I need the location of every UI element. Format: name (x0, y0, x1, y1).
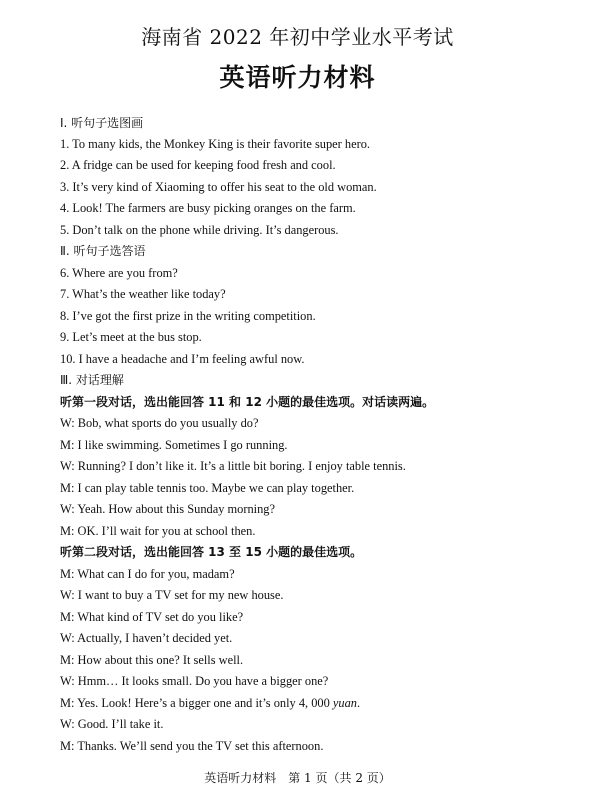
sentence-6: 6. Where are you from? (60, 266, 178, 280)
dialog-2-line: M: Thanks. We’ll send you the TV set this afternoon. (60, 739, 324, 753)
exam-title: 海南省 2022 年初中学业水平考试 (141, 25, 454, 49)
sentence-period: . (357, 696, 361, 710)
sentence-3: 3. It’s very kind of Xiaoming to offer his seat to the old woman. (60, 180, 377, 194)
sentence-7: 7. What’s the weather like today? (60, 287, 226, 301)
dialog-2-line (60, 696, 360, 710)
dialog-2-line: W: Good. I’ll take it. (60, 717, 164, 731)
dialog-1-line: W: Running? I don’t like it. It’s a little bit boring. I enjoy table tennis. (60, 459, 406, 473)
dialog-2-line: W: Hmm… It looks small. Do you have a bigger one? (60, 674, 329, 688)
currency-unit: yuan (332, 696, 357, 710)
sentence-5: 5. Don’t talk on the phone while driving. It’s dangerous. (60, 223, 339, 237)
main-title: 英语听力材料 (219, 63, 376, 92)
dialog-1-line: W: Bob, what sports do you usually do? (60, 416, 259, 430)
section-1-heading: Ⅰ. 听句子选图画 (60, 116, 144, 130)
dialog-1-instruction: 听第一段对话，选出能回答 11 和 12 小题的最佳选项。对话读两遍。 (60, 395, 435, 409)
sentence-2: 2. A fridge can be used for keeping food fresh and cool. (60, 158, 336, 172)
dialog-2-line: W: I want to buy a TV set for my new house. (60, 588, 284, 602)
dialog-2-line: M: How about this one? It sells well. (60, 653, 244, 667)
dialog-2-line: M: What can I do for you, madam? (60, 567, 235, 581)
dialog-2-line: W: Actually, I haven’t decided yet. (60, 631, 233, 645)
sentence-9: 9. Let’s meet at the bus stop. (60, 330, 202, 344)
dialog-2-instruction: 听第二段对话，选出能回答 13 至 15 小题的最佳选项。 (60, 545, 363, 559)
section-2-heading: Ⅱ. 听句子选答语 (60, 244, 146, 258)
dialog-1-line: M: I like swimming. Sometimes I go running. (60, 438, 288, 452)
dialog-2-line: M: What kind of TV set do you like? (60, 610, 244, 624)
dialog-1-line: M: I can play table tennis too. Maybe we can play together. (60, 481, 355, 495)
sentence-8: 8. I’ve got the first prize in the writing competition. (60, 309, 316, 323)
section-3-heading: Ⅲ. 对话理解 (60, 373, 124, 387)
page-footer: 英语听力材料 第 1 页（共 2 页） (204, 771, 391, 785)
dialog-2-line-text: M: Yes. Look! Here’s a bigger one and it’s only 4, 000 (60, 696, 333, 710)
sentence-4: 4. Look! The farmers are busy picking oranges on the farm. (60, 201, 356, 215)
sentence-10: 10. I have a headache and I’m feeling awful now. (60, 352, 305, 366)
dialog-1-line: M: OK. I’ll wait for you at school then. (60, 524, 256, 538)
sentence-1: 1. To many kids, the Monkey King is their favorite super hero. (60, 137, 370, 151)
dialog-1-line: W: Yeah. How about this Sunday morning? (60, 502, 275, 516)
